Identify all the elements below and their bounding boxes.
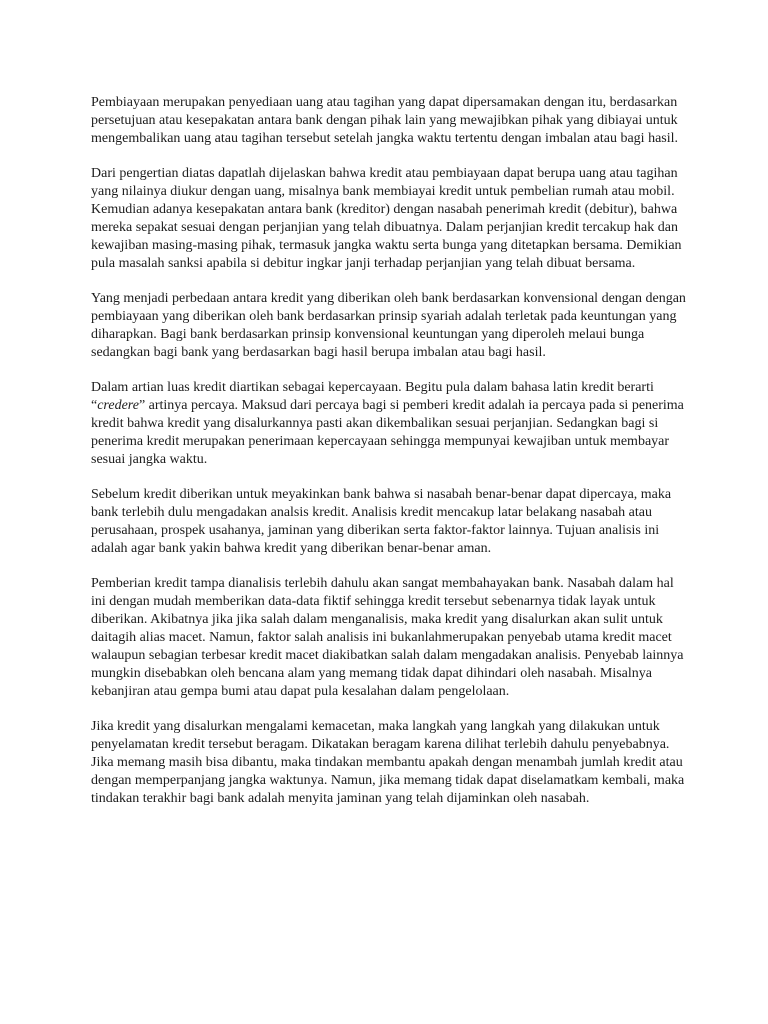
paragraph-2: Dari pengertian diatas dapatlah dijelaskan bahwa kredit atau pembiayaan dapat berupa uang atau tagihan yang nilainya diukur dengan uang, misalnya bank membiayai kredit untuk pembelian rumah atau mobil. Kemudian adanya kesepakatan antara bank (kreditor) dengan nasabah penerimah kredit (debitur), bahwa mereka sepakat sesuai dengan perjanjian yang telah dibuatnya. Dalam perjanjian kredit tercakup hak dan kewajiban masing-masing pihak, termasuk jangka waktu serta bunga yang ditetapkan bersama. Demikian pula masalah sanksi apabila si debitur ingkar janji terhadap perjanjian yang telah dibuat bersama. xyxy=(91,166,682,271)
paragraph-5: Sebelum kredit diberikan untuk meyakinkan bank bahwa si nasabah benar-benar dapat dipercaya, maka bank terlebih dulu mengadakan analsis kredit. Analisis kredit mencakup latar belakang nasabah atau perusahaan, prospek usahanya, jaminan yang diberikan serta faktor-faktor lainnya. Tujuan analisis ini adalah agar bank yakin bahwa kredit yang diberikan benar-benar aman. xyxy=(91,487,672,556)
paragraph-3: Yang menjadi perbedaan antara kredit yang diberikan oleh bank berdasarkan konvensional dengan dengan pembiayaan yang diberikan oleh bank berdasarkan prinsip syariah adalah terletak pada keuntungan yang diharapkan. Bagi bank berdasarkan prinsip konvensional keuntungan yang diperoleh melaui bunga sedangkan bagi bank yang berdasarkan bagi hasil berupa imbalan atau bagi hasil. xyxy=(91,291,686,360)
paragraph-4-italic-term: credere xyxy=(97,398,139,413)
paragraph-4-after: ” artinya percaya. Maksud dari percaya bagi si pemberi kredit adalah ia percaya pada si penerima kredit bahwa kredit yang disalurkannya pasti akan dikembalikan sesuai perjanjian. Sedangkan bagi si penerima kredit merupakan penerimaan kepercayaan sehingga mempunyai kewajiban untuk membayar sesuai jangka waktu. xyxy=(91,398,684,467)
paragraph-1: Pembiayaan merupakan penyediaan uang atau tagihan yang dapat dipersamakan dengan itu, berdasarkan persetujuan atau kesepakatan antara bank dengan pihak lain yang mewajibkan pihak yang dibiayai untuk mengembalikan uang atau tagihan tersebut setelah jangka waktu tertentu dengan imbalan atau bagi hasil. xyxy=(91,95,679,146)
paragraph-6: Pemberian kredit tampa dianalisis terlebih dahulu akan sangat membahayakan bank. Nasabah dalam hal ini dengan mudah memberikan data-data fiktif sehingga kredit tersebut sebenarnya tidak layak untuk diberikan. Akibatnya jika jika salah dalam menganalisis, maka kredit yang disalurkan akan sulit untuk daitagih alias macet. Namun, faktor salah analisis ini bukanlahmerupakan penyebab utama kredit macet walaupun sebagian terbesar kredit macet diakibatkan salah dalam mengadakan analisis. Penyebab lainnya mungkin disebabkan oleh bencana alam yang memang tidak dapat dihindari oleh nasabah. Misalnya kebanjiran atau gempa bumi atau dapat pula kesalahan dalam pengelolaan. xyxy=(91,576,684,699)
paragraph-4-before: Dalam artian luas kredit diartikan sebagai kepercayaan. Begitu pula dalam bahasa latin kredit berarti “ xyxy=(91,380,654,413)
paragraph-7: Jika kredit yang disalurkan mengalami kemacetan, maka langkah yang langkah yang dilakukan untuk penyelamatan kredit tersebut beragam. Dikatakan beragam karena dilihat terlebih dahulu penyebabnya. Jika memang masih bisa dibantu, maka tindakan membantu apakah dengan menambah jumlah kredit atau dengan memperpanjang jangka waktunya. Namun, jika memang tidak dapat diselamatkam kembali, maka tindakan terakhir bagi bank adalah menyita jaminan yang telah dijaminkan oleh nasabah. xyxy=(91,719,685,806)
paragraph-4 xyxy=(91,379,688,469)
